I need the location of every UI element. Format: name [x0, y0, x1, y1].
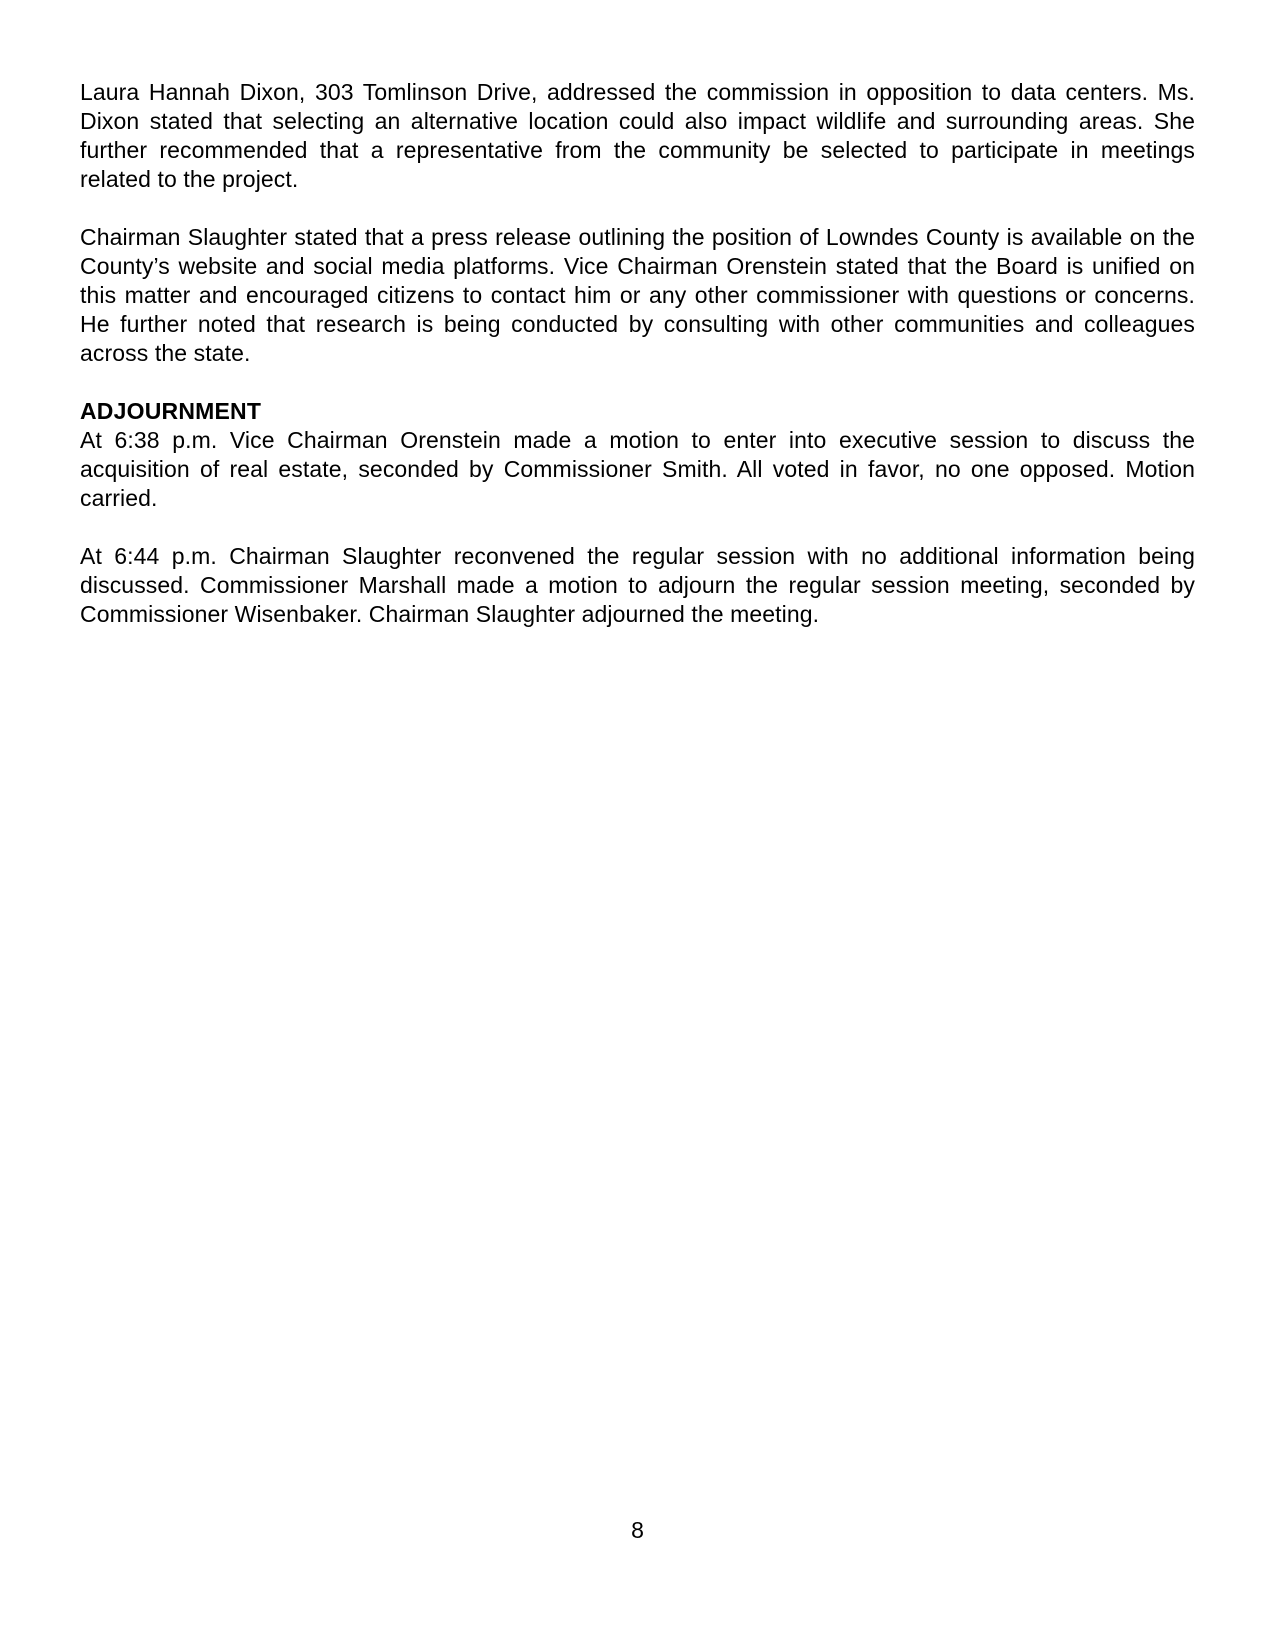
paragraph-press-release: Chairman Slaughter stated that a press release outlining the position of Lowndes County is available on the County’s website and social media platforms. Vice Chairman Orenstein stated that the Board is unified on this matter and encouraged citizens to contact him or any other commissioner with questions or concerns. He further noted that research is being conducted by consulting with other communities and colleagues across the state.: [80, 224, 1195, 366]
page-number: 8: [631, 1517, 644, 1543]
paragraph-public-comment: Laura Hannah Dixon, 303 Tomlinson Drive, addressed the commission in opposition to data centers. Ms. Dixon stated that selecting an alternative location could also impact wildlife and surrounding areas. She further recommended that a representative from the community be selected to participate in meetings related to the project.: [80, 79, 1195, 192]
paragraph-adjourn-motion: At 6:44 p.m. Chairman Slaughter reconvened the regular session with no additional information being discussed. Commissioner Marshall made a motion to adjourn the regular session meeting, seconded by Commissioner Wisenbaker. Chairman Slaughter adjourned the meeting.: [80, 543, 1195, 627]
paragraph-executive-session: At 6:38 p.m. Vice Chairman Orenstein made a motion to enter into executive session to discuss the acquisition of real estate, seconded by Commissioner Smith. All voted in favor, no one opposed. Motion carried.: [80, 427, 1195, 511]
adjournment-heading: ADJOURNMENT: [80, 398, 262, 424]
